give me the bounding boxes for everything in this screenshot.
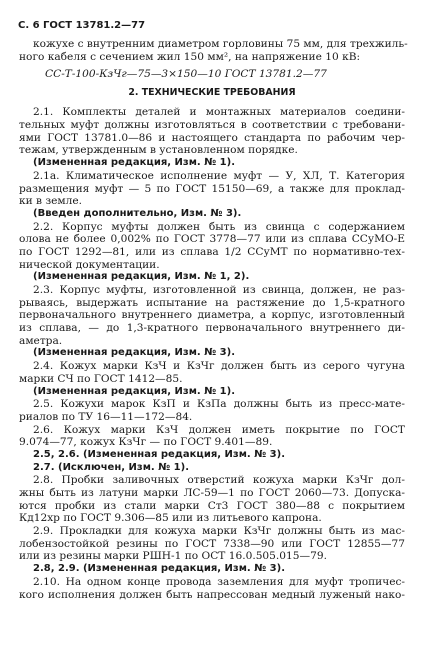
- text-line: 9.074—77, кожух КзЧг — по ГОСТ 9.401—89.: [19, 436, 273, 449]
- text-line: тельных муфт должны изготовляться в соответствии с требовани-: [19, 119, 405, 132]
- text-line: размещения муфт — 5 по ГОСТ 15150—69, а также для проклад-: [19, 182, 405, 195]
- text-line: ями ГОСТ 13781.0—86 и настоящего стандарта по рабочим чер-: [19, 131, 405, 144]
- text-line: 2.5. Кожухи марок КзП и КзПа должны быть из пресс-мате-: [33, 398, 405, 411]
- text-line: ются пробки из стали марки Ст3 ГОСТ 380—88 с покрытием: [19, 499, 405, 512]
- text-line: 2.8. Пробки заливочных отверстий кожуха марки КзЧг дол-: [33, 474, 405, 487]
- text-line: 2.4. Кожух марки КзЧ и КзЧг должен быть из серого чугуна: [33, 360, 405, 373]
- amendment-note: (Измененная редакция, Изм. № 1).: [33, 157, 236, 169]
- designation-formula: СС-Т-100-КзЧг—75—3×150—10 ГОСТ 13781.2—77: [45, 68, 327, 81]
- text-line: Кд12хр по ГОСТ 9.306—85 или из литьевого капрона.: [19, 512, 322, 525]
- page-header: С. 6 ГОСТ 13781.2—77: [18, 20, 146, 31]
- text-line: 2.1а. Климатическое исполнение муфт — У, ХЛ, Т. Категория: [33, 169, 405, 182]
- text-line: кого исполнения должен быть напрессован медный луженый нако-: [19, 588, 405, 601]
- text-line: 2.9. Прокладки для кожуха марки КзЧг должны быть из мас-: [33, 525, 405, 538]
- amendment-note: (Измененная редакция, Изм. № 1, 2).: [33, 271, 250, 283]
- section-title: 2. ТЕХНИЧЕСКИЕ ТРЕБОВАНИЯ: [128, 87, 296, 99]
- text-line: первоначального внутреннего диаметра, а корпус, изготовленный: [19, 309, 405, 322]
- amendment-note: (Измененная редакция, Изм. № 1).: [33, 385, 236, 397]
- text-line: жны быть из латуни марки ЛС-59—1 по ГОСТ 2060—73. Допуска-: [19, 487, 405, 499]
- text-line: 2.1. Комплекты деталей и монтажных материалов соедини-: [33, 106, 405, 119]
- page-body: [19, 38, 408, 601]
- text-line: марки СЧ по ГОСТ 1412—85.: [19, 372, 183, 385]
- text-line: 2.3. Корпус муфты, изготовленной из свинца, должен, не раз-: [33, 284, 405, 296]
- text-line: риалов по ТУ 16—11—172—84.: [19, 410, 193, 423]
- text-line: из сплава, — до 1,3-кратного первоначального внутреннего ди-: [19, 322, 405, 335]
- amendment-note: (Введен дополнительно, Изм. № 3).: [33, 207, 242, 219]
- text-line: или из резины марки РШН-1 по ОСТ 16.0.505.015—79.: [19, 550, 327, 563]
- text-line: олова не более 0,002% по ГОСТ 3778—77 или из сплава ССуМО-Е: [19, 233, 405, 246]
- text-line: 2.2. Корпус муфты должен быть из свинца с содержанием: [33, 220, 405, 233]
- intro-line: ного кабеля с сечением жил 150 мм², на напряжение 10 кВ:: [19, 50, 361, 63]
- text-line: тежам, утвержденным в установленном порядке.: [19, 144, 298, 157]
- intro-line: кожухе с внутренним диаметром горловины 75 мм, для трехжиль-: [33, 38, 408, 50]
- text-line: аметра.: [19, 334, 63, 347]
- text-line: лобензостойкой резины по ГОСТ 7338—90 или ГОСТ 12855—77: [19, 537, 405, 550]
- text-line: 2.10. На одном конце провода заземления для муфт тропичес-: [33, 575, 405, 588]
- text-line: по ГОСТ 1292—81, или из сплава 1/2 ССуМТ по нормативно-тех-: [19, 245, 405, 258]
- text-line: рываясь, выдержать испытание на растяжение до 1,5-кратного: [19, 296, 405, 309]
- section-text: [19, 106, 405, 601]
- text-line: нической документации.: [19, 258, 160, 271]
- text-line: ки в земле.: [19, 195, 83, 208]
- text-line: 2.6. Кожух марки КзЧ должен иметь покрытие по ГОСТ: [33, 423, 405, 436]
- amendment-note: 2.5, 2.6. (Измененная редакция, Изм. № 3).: [33, 448, 286, 460]
- amendment-note: 2.8, 2.9. (Измененная редакция, Изм. № 3).: [33, 563, 286, 575]
- amendment-note: 2.7. (Исключен, Изм. № 1).: [33, 461, 190, 473]
- amendment-note: (Измененная редакция, Изм. № 3).: [33, 347, 236, 359]
